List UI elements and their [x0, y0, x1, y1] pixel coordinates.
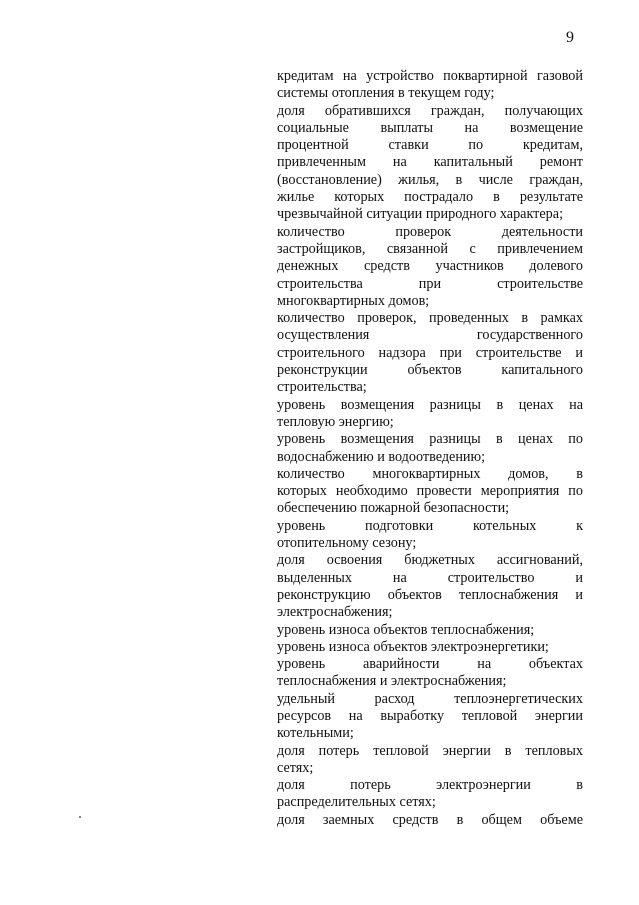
text-paragraph: [277, 691, 583, 743]
text-line: денежных средств участников долевого: [277, 258, 583, 275]
text-line: кредитам на устройство поквартирной газовой: [277, 68, 583, 84]
text-line: процентной ставки по кредитам,: [277, 137, 583, 154]
text-line: строительного надзора при строительстве и: [277, 344, 583, 361]
text-line: доля потерь электроэнергии в: [277, 777, 583, 794]
text-line: реконструкции объектов капитального: [277, 362, 583, 379]
text-line: доля обратившихся граждан, получающих: [277, 102, 583, 119]
text-line: количество проверок деятельности: [277, 223, 583, 240]
page-number: 9: [566, 29, 574, 46]
text-paragraph: [277, 552, 583, 621]
scan-speck: [79, 816, 81, 818]
text-column: [277, 68, 583, 829]
text-paragraph: [277, 431, 583, 466]
text-line: строительства;: [277, 379, 367, 396]
text-paragraph: [277, 622, 583, 639]
text-line: распределительных сетях;: [277, 794, 436, 811]
text-paragraph: [277, 777, 583, 812]
text-line: ресурсов на выработку тепловой энергии: [277, 707, 583, 724]
text-line: отопительному сезону;: [277, 535, 417, 552]
text-line: обеспечению пожарной безопасности;: [277, 500, 510, 517]
text-line: уровень возмещения разницы в ценах на: [277, 396, 583, 413]
text-paragraph: [277, 310, 583, 396]
text-paragraph: [277, 224, 583, 310]
text-paragraph: [277, 397, 583, 432]
text-line: привлеченным на капитальный ремонт: [277, 154, 583, 171]
text-line: доля потерь тепловой энергии в тепловых: [277, 742, 583, 759]
text-line: осуществления государственного: [277, 327, 583, 344]
text-line: многоквартирных домов;: [277, 292, 430, 309]
text-line: уровень возмещения разницы в ценах по: [277, 431, 583, 448]
text-line: доля освоения бюджетных ассигнований,: [277, 552, 583, 569]
text-paragraph: [277, 639, 583, 656]
text-line: сетях;: [277, 759, 314, 776]
text-line: которых необходимо провести мероприятия по: [277, 483, 583, 500]
text-paragraph: [277, 103, 583, 224]
text-line: уровень подготовки котельных к: [277, 517, 583, 534]
text-line: удельный расход теплоэнергетических: [277, 690, 583, 707]
text-line: чрезвычайной ситуации природного характера;: [277, 206, 564, 223]
text-line: (восстановление) жилья, в числе граждан,: [277, 171, 583, 188]
text-paragraph: [277, 812, 583, 829]
text-line: выделенных на строительство и: [277, 569, 583, 586]
text-line: жилье которых пострадало в результате: [277, 189, 583, 206]
text-line: строительства при строительстве: [277, 275, 583, 292]
text-line: количество многоквартирных домов, в: [277, 465, 583, 482]
text-paragraph: [277, 518, 583, 553]
text-line: котельными;: [277, 725, 354, 742]
text-line: теплоснабжения и электроснабжения;: [277, 673, 507, 690]
text-line: доля заемных средств в общем объеме: [277, 811, 583, 828]
text-line: реконструкцию объектов теплоснабжения и: [277, 586, 583, 603]
text-line: социальные выплаты на возмещение: [277, 119, 583, 136]
text-line: уровень аварийности на объектах: [277, 656, 583, 673]
text-line: количество проверок, проведенных в рамках: [277, 310, 583, 327]
text-line: уровень износа объектов теплоснабжения;: [277, 621, 535, 638]
text-line: системы отопления в текущем году;: [277, 85, 495, 102]
text-paragraph: [277, 68, 583, 103]
text-paragraph: [277, 466, 583, 518]
text-paragraph: [277, 743, 583, 778]
text-line: тепловую энергию;: [277, 413, 394, 430]
text-line: застройщиков, связанной с привлечением: [277, 240, 583, 257]
text-paragraph: [277, 656, 583, 691]
text-line: водоснабжению и водоотведению;: [277, 448, 486, 465]
text-line: электроснабжения;: [277, 604, 393, 621]
text-line: уровень износа объектов электроэнергетики;: [277, 638, 549, 655]
